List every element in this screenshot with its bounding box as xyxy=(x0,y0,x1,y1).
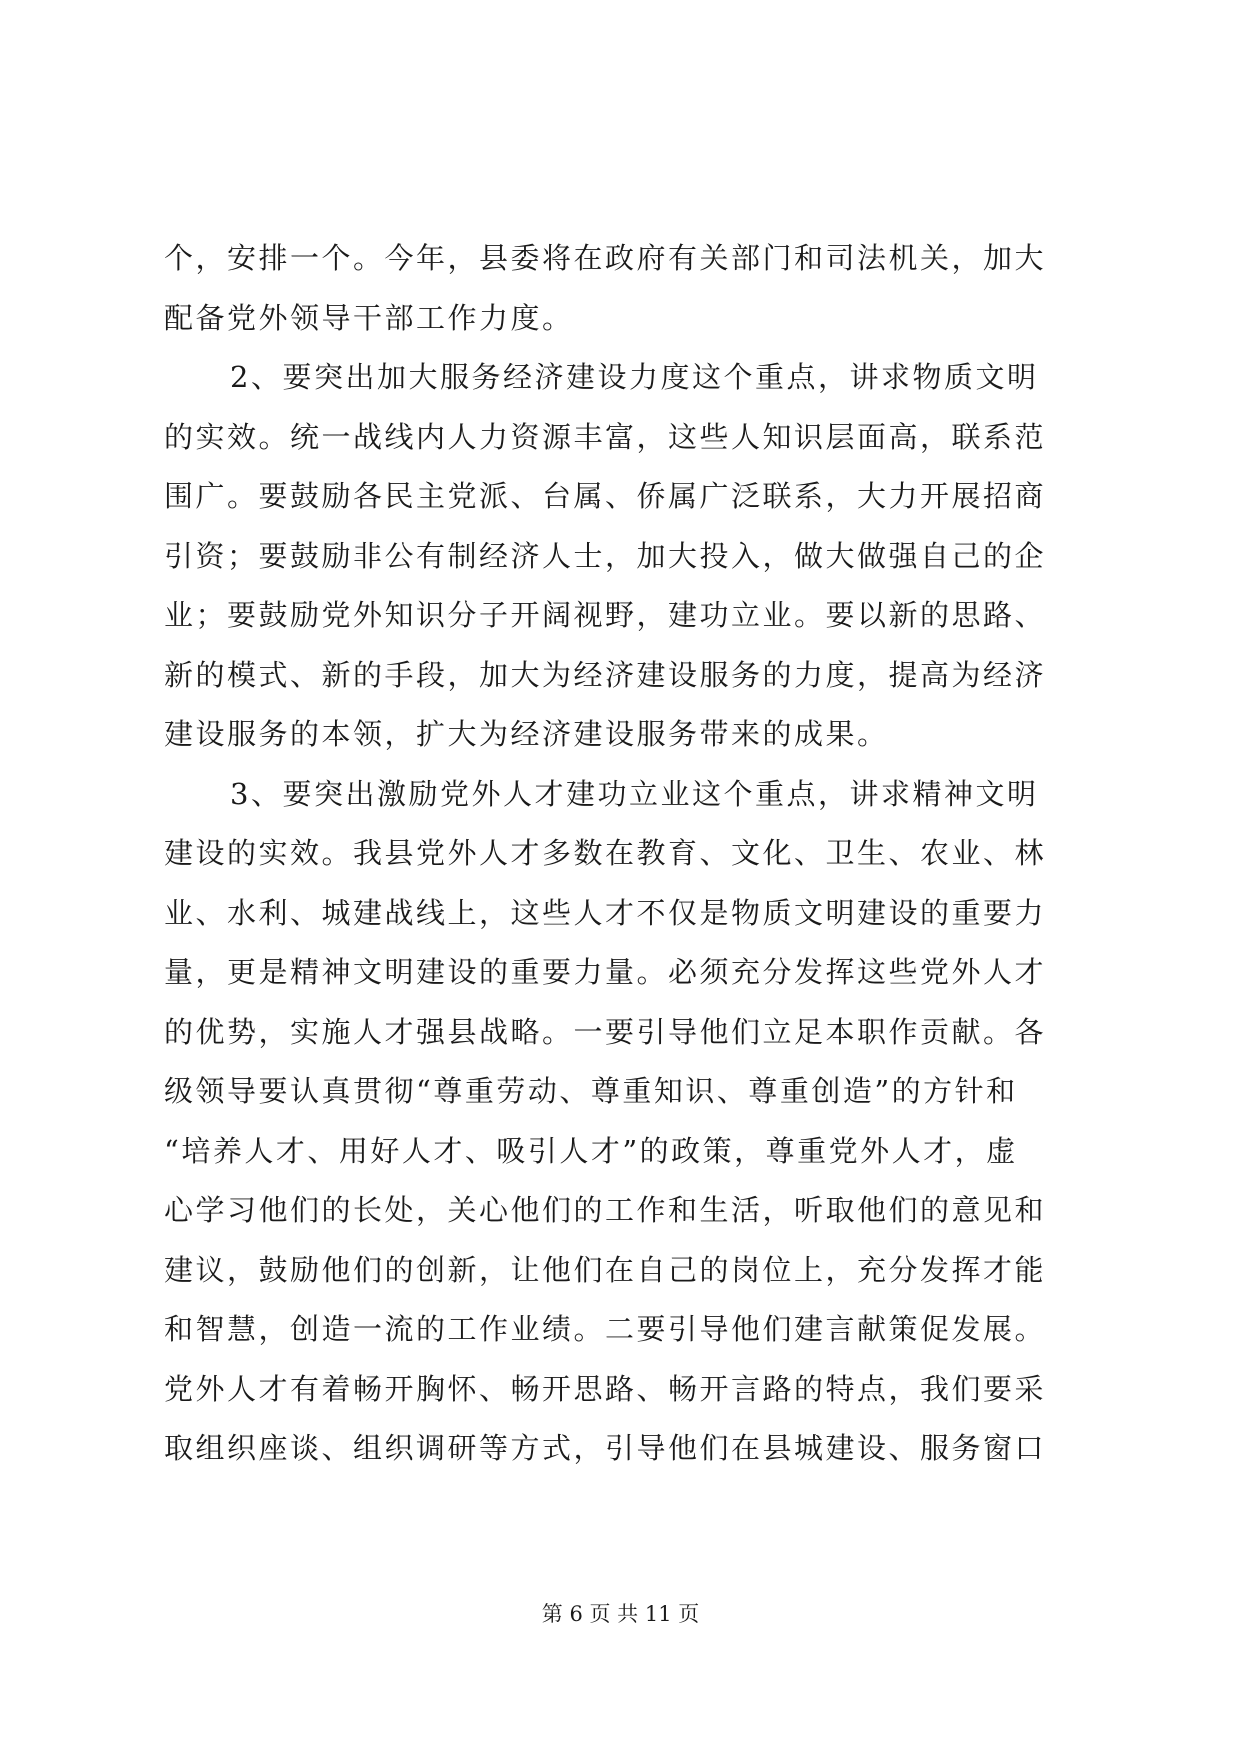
text-line: 量，更是精神文明建设的重要力量。必须充分发挥这些党外人才 xyxy=(164,955,1047,989)
paragraph-start-line: 3、要突出激励党外人才建功立业这个重点，讲求精神文明 xyxy=(230,776,1039,811)
page-number-footer: 第 6 页 共 11 页 xyxy=(541,1602,700,1626)
text-line: “培养人才、用好人才、吸引人才”的政策，尊重党外人才，虚 xyxy=(164,1133,1018,1168)
text-line: 取组织座谈、组织调研等方式，引导他们在县城建设、服务窗口 xyxy=(164,1431,1047,1465)
text-line: 建议，鼓励他们的创新，让他们在自己的岗位上，充分发挥才能 xyxy=(164,1252,1047,1287)
text-line: 的实效。统一战线内人力资源丰富，这些人知识层面高，联系范 xyxy=(164,419,1047,454)
body-text xyxy=(164,229,1084,1479)
text-line: 建设的实效。我县党外人才多数在教育、文化、卫生、农业、林 xyxy=(164,836,1047,870)
paragraph-start-line: 2、要突出加大服务经济建设力度这个重点，讲求物质文明 xyxy=(230,360,1039,394)
text-line: 业；要鼓励党外知识分子开阔视野，建功立业。要以新的思路、 xyxy=(164,598,1047,632)
text-line: 的优势，实施人才强县战略。一要引导他们立足本职作贡献。各 xyxy=(164,1014,1047,1049)
text-line: 引资；要鼓励非公有制经济人士，加大投入，做大做强自己的企 xyxy=(164,538,1047,573)
text-line: 配备党外领导干部工作力度。 xyxy=(164,300,574,335)
text-line: 业、水利、城建战线上，这些人才不仅是物质文明建设的重要力 xyxy=(164,895,1047,930)
text-line: 建设服务的本领，扩大为经济建设服务带来的成果。 xyxy=(164,717,889,751)
text-line: 新的模式、新的手段，加大为经济建设服务的力度，提高为经济 xyxy=(164,657,1047,692)
text-line: 和智慧，创造一流的工作业绩。二要引导他们建言献策促发展。 xyxy=(164,1312,1047,1346)
text-line: 个，安排一个。今年，县委将在政府有关部门和司法机关，加大 xyxy=(164,241,1047,275)
text-line: 级领导要认真贯彻“尊重劳动、尊重知识、尊重创造”的方针和 xyxy=(164,1074,1018,1108)
text-line: 心学习他们的长处，关心他们的工作和生活，听取他们的意见和 xyxy=(164,1193,1047,1227)
text-line: 围广。要鼓励各民主党派、台属、侨属广泛联系，大力开展招商 xyxy=(164,479,1047,513)
text-line: 党外人才有着畅开胸怀、畅开思路、畅开言路的特点，我们要采 xyxy=(164,1371,1047,1406)
